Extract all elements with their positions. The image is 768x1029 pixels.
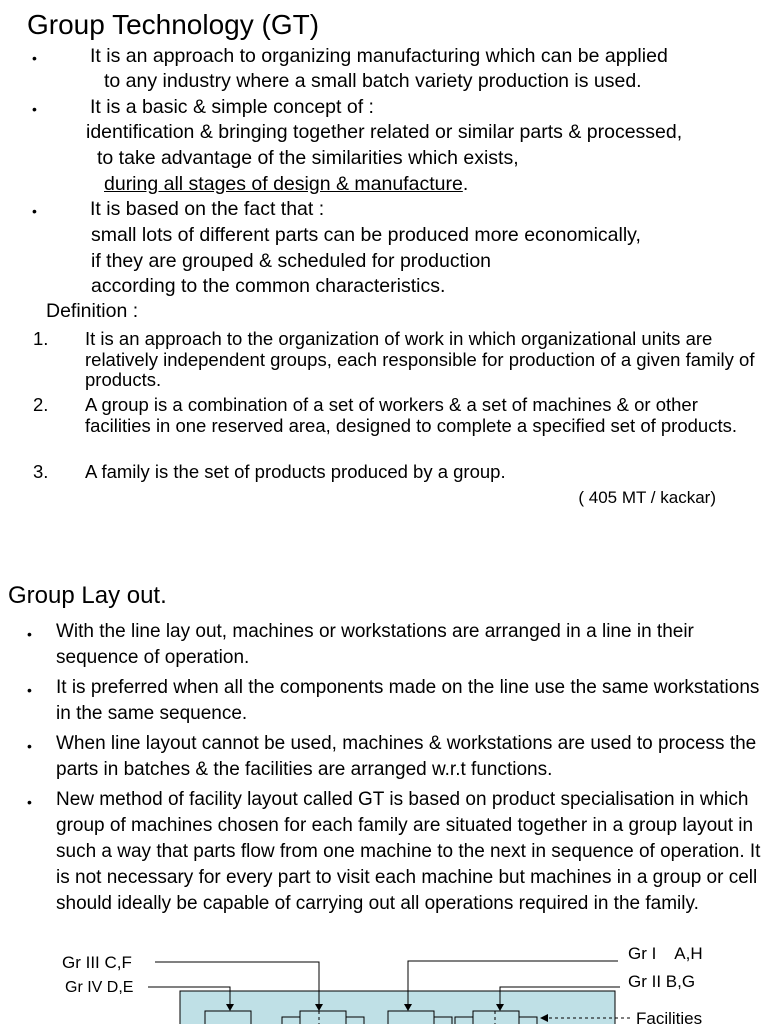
underlined-phrase: during all stages of design & manufacture: [104, 173, 463, 195]
bullet-marker: •: [27, 626, 32, 642]
definition-text: It is an approach to the organization of work in which organizational units are relatively independent groups, each responsible for production of a given family of products.: [85, 328, 755, 390]
label-gr1: Gr I A,H: [628, 944, 703, 963]
gt-bullet-3-line-3: if they are grouped & scheduled for production: [91, 250, 492, 272]
gt-bullet-1-line-1: It is an approach to organizing manufacturing which can be applied: [90, 45, 668, 67]
gt-bullet-3-line-4: according to the common characteristics.: [91, 275, 446, 297]
citation: ( 405 MT / kackar): [578, 488, 716, 507]
bullet-marker: •: [27, 794, 32, 810]
definition-number: 1.: [33, 328, 49, 349]
page-title: Group Technology (GT): [27, 9, 320, 40]
bullet-marker: •: [32, 50, 37, 66]
period: .: [462, 173, 469, 195]
gt-bullet-2-line-2: identification & bringing together related or similar parts & processed,: [86, 121, 683, 143]
label-gr4: Gr IV D,E: [65, 979, 134, 996]
definition-number: 3.: [33, 461, 49, 482]
bullet-marker: •: [32, 101, 37, 117]
gt-bullet-2-line-3: to take advantage of the similarities which exists,: [97, 147, 519, 169]
gt-bullet-2-line-1: It is a basic & simple concept of :: [90, 96, 374, 118]
label-gr2: Gr II B,G: [628, 972, 696, 991]
layout-bullet-2: It is preferred when all the components made on the line use the same workstations in the same sequence.: [56, 677, 760, 724]
bullet-marker: •: [27, 738, 32, 754]
layout-bullet-4: New method of facility layout called GT is based on product specialisation in which group of machines chosen for each family are situated together in a group layout in such a way that parts flow from one machine to the next in sequence of operation. It is not necessary for every part to visit each machine but machines in a group or cell should ideally be capable of carrying out all operations required in the family.: [56, 789, 761, 914]
label-gr3: Gr III C,F: [62, 953, 132, 972]
gt-bullet-3-line-2: small lots of different parts can be produced more economically,: [91, 224, 641, 246]
bullet-marker: •: [32, 203, 37, 219]
definition-number: 2.: [33, 394, 49, 415]
shop-floor-area: [180, 991, 615, 1024]
definition-text: A group is a combination of a set of workers & a set of machines & or other facilities in one reserved area, designed to complete a specified set of products.: [85, 394, 737, 436]
layout-bullet-1: With the line lay out, machines or workstations are arranged in a line in their sequence of operation.: [56, 621, 694, 668]
definition-label: Definition :: [46, 300, 139, 322]
gt-bullet-2-line-4: [104, 172, 468, 197]
section-title: Group Lay out.: [8, 582, 167, 609]
definition-text: A family is the set of products produced by a group.: [85, 461, 506, 482]
gt-bullet-3-line-1: It is based on the fact that :: [90, 198, 325, 220]
bullet-marker: •: [27, 682, 32, 698]
layout-bullet-3: When line layout cannot be used, machines & workstations are used to process the parts in batches & the facilities are arranged w.r.t functions.: [56, 733, 757, 780]
gt-bullet-1-line-2: to any industry where a small batch variety production is used.: [104, 70, 642, 92]
label-facilities: Facilities: [636, 1009, 703, 1028]
